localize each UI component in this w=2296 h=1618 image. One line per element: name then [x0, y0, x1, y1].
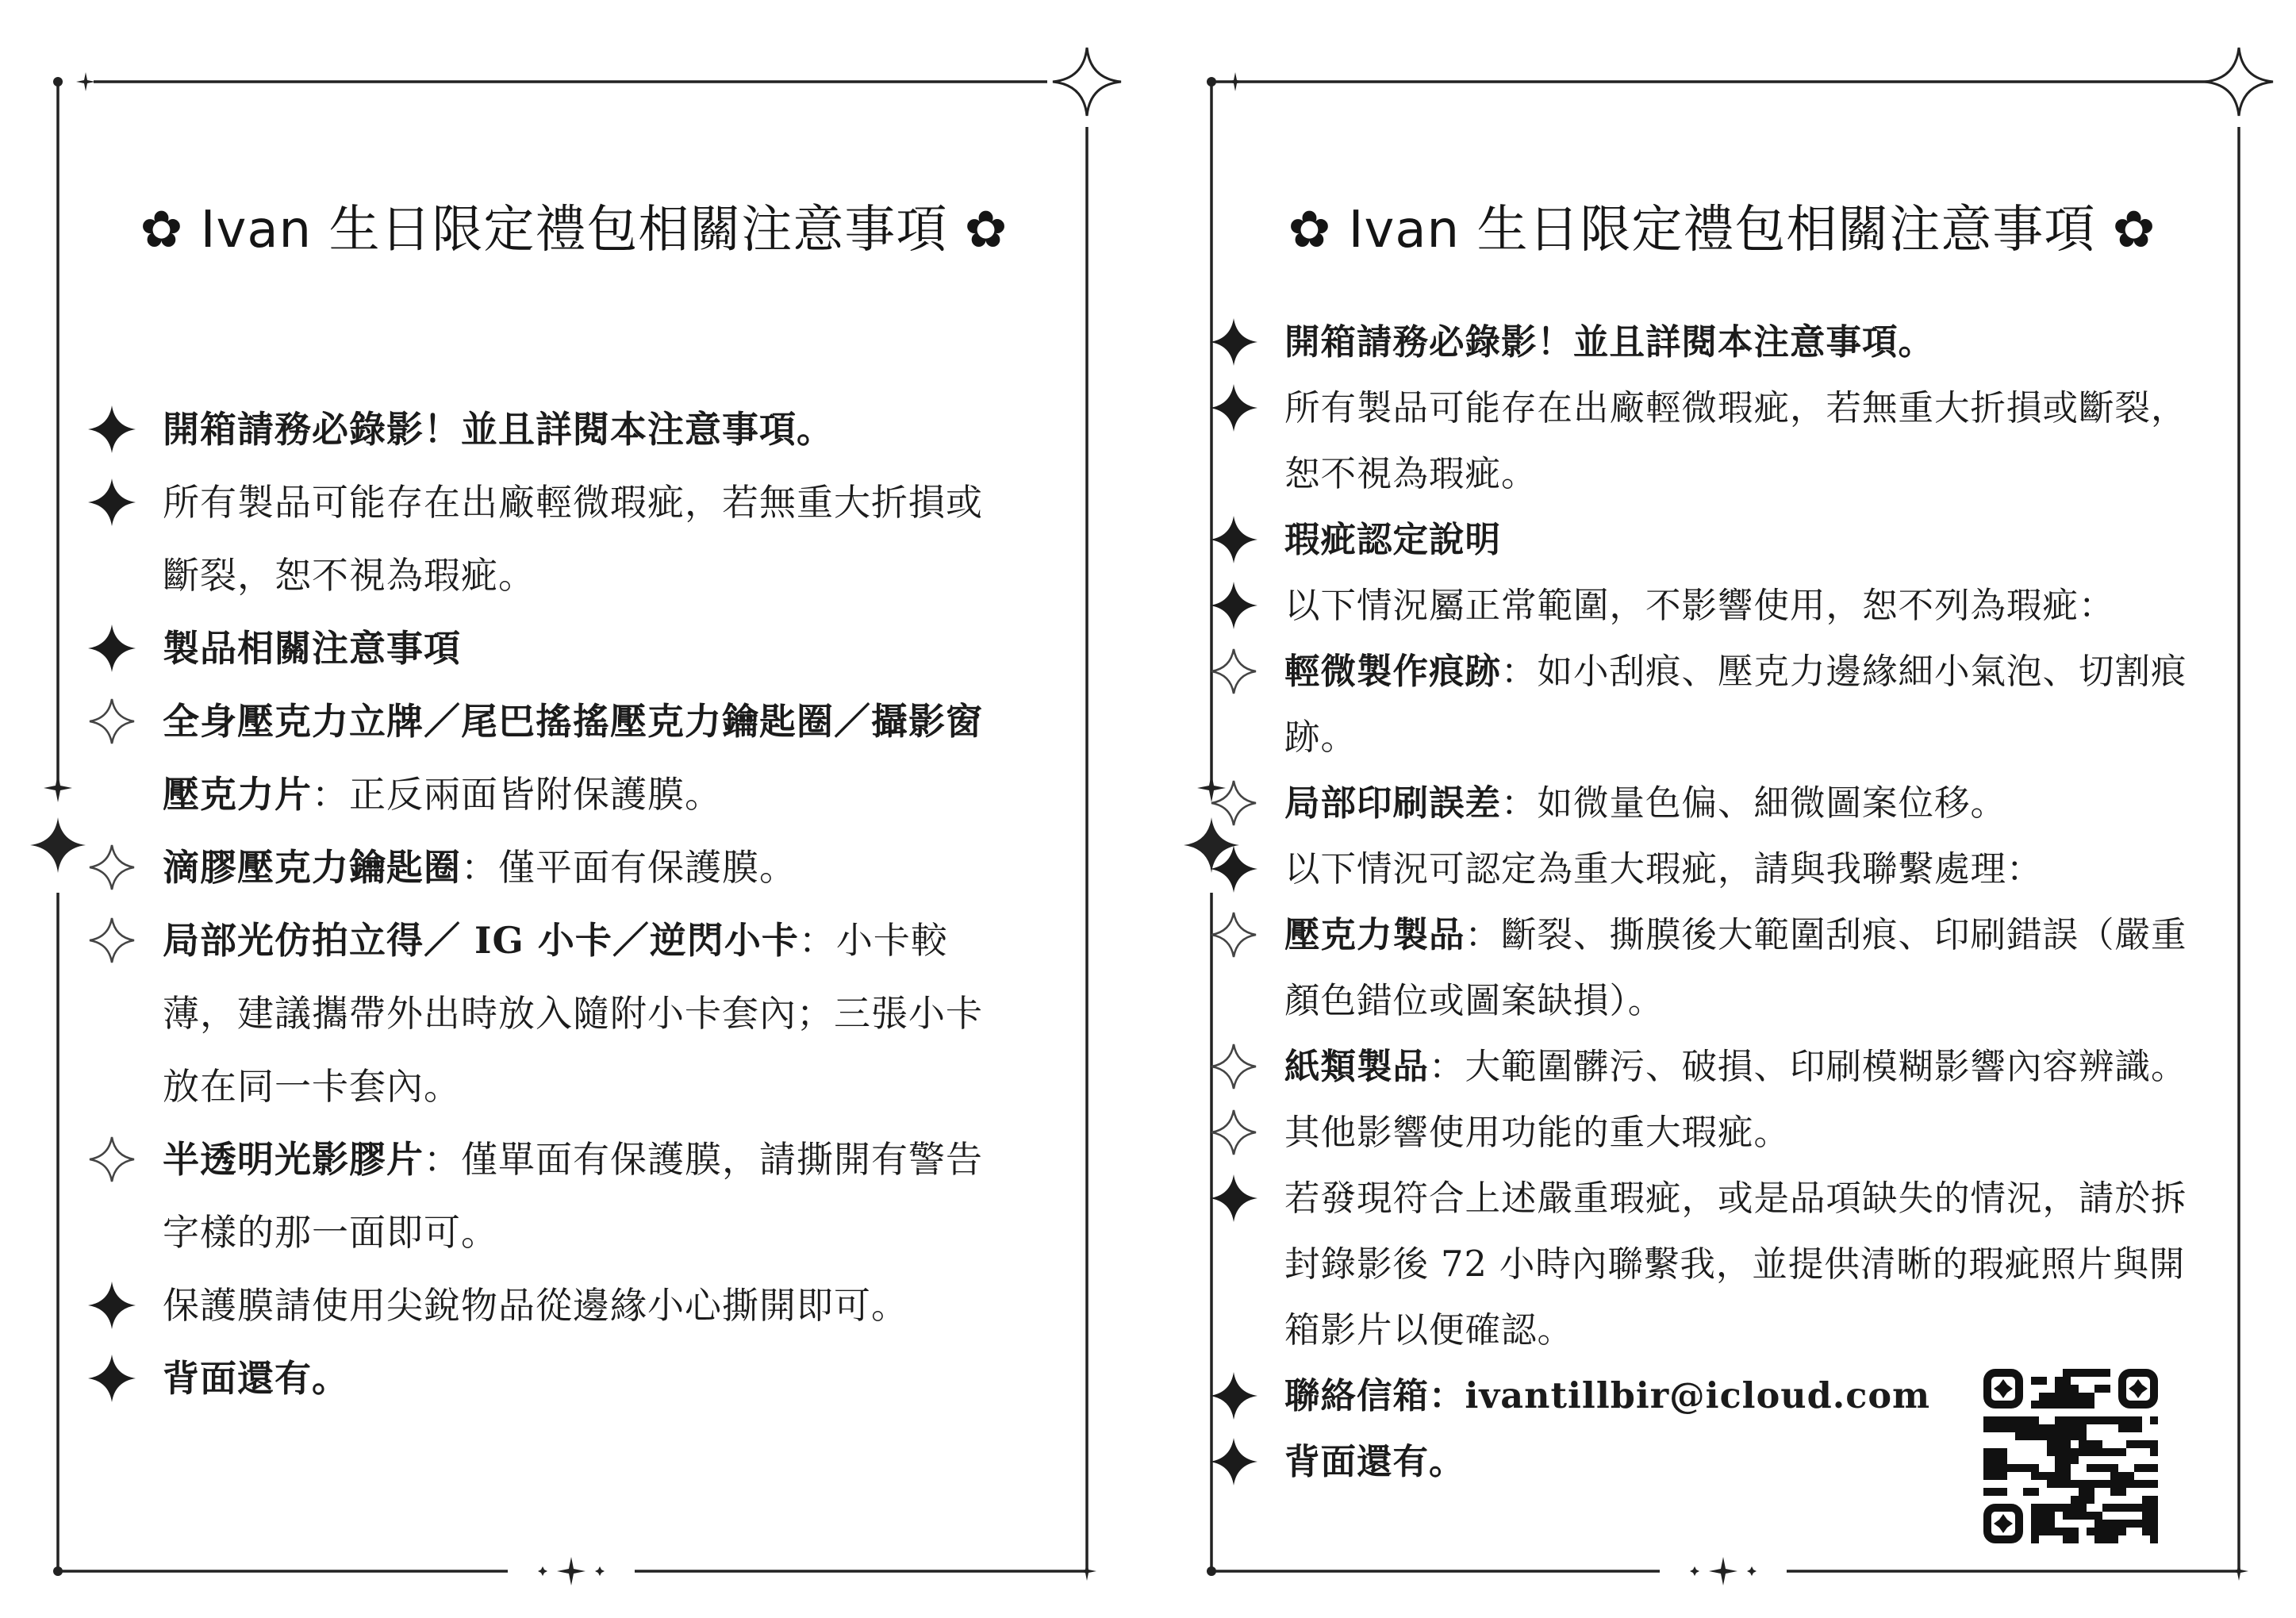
notice-heading: 背面還有。 [163, 1357, 349, 1400]
notice-text [1284, 375, 2197, 507]
notice-text [163, 831, 797, 904]
notice-item [163, 685, 988, 831]
notice-text [1284, 836, 2043, 902]
notice-item [1284, 771, 2197, 836]
notice-body: ：僅平面有保護膜。 [461, 846, 797, 889]
notice-heading: 紙類製品 [1284, 1046, 1430, 1087]
notice-body: ：小卡較薄，建議攜帶外出時放入隨附小卡套內；三張小卡放在同一卡套內。 [163, 919, 983, 1108]
notice-item [163, 1269, 988, 1342]
notice-item [1284, 836, 2197, 902]
notice-item [1284, 573, 2197, 639]
notice-item [163, 612, 988, 685]
notice-body: ：正反兩面皆附保護膜。 [312, 773, 722, 816]
notice-heading: 製品相關注意事項 [163, 627, 461, 670]
notice-text [163, 393, 834, 466]
notice-body: 所有製品可能存在出廠輕微瑕疵，若無重大折損或斷裂，恕不視為瑕疵。 [163, 481, 983, 597]
notice-text [1284, 1166, 2197, 1363]
qr-code-icon [1983, 1369, 2158, 1543]
notice-heading: 壓克力製品 [1284, 914, 1465, 955]
notice-text [1284, 1363, 1930, 1429]
notice-item [1284, 375, 2197, 507]
notice-text [1284, 1429, 1465, 1495]
notice-item [163, 393, 988, 466]
notice-list [1284, 309, 2197, 1495]
notice-item [1284, 639, 2197, 771]
solid-star-icon [1205, 379, 1262, 436]
solid-star-icon [1205, 313, 1262, 371]
solid-star-icon [1205, 577, 1262, 634]
notice-heading: 聯絡信箱：ivantillbir@icloud.com [1284, 1375, 1931, 1416]
solid-star-icon [83, 474, 140, 531]
notice-item [163, 831, 988, 904]
solid-star-icon [1205, 840, 1262, 897]
notice-body: ：如小刮痕、壓克力邊緣細小氣泡、切割痕跡。 [1284, 651, 2187, 758]
notice-text [1284, 771, 2006, 836]
notice-text [163, 1269, 908, 1342]
notice-item [1284, 309, 2197, 375]
notice-text [1284, 309, 1934, 375]
notice-item [1284, 1166, 2197, 1363]
notice-list [163, 393, 988, 1415]
notice-heading: 瑕疵認定說明 [1284, 519, 1502, 560]
page-title [1211, 189, 2233, 262]
notice-body: ：僅單面有保護膜，請撕開有警告字樣的那一面即可。 [163, 1138, 983, 1254]
notice-body: ：大範圍髒污、破損、印刷模糊影響內容辨識。 [1429, 1047, 2187, 1087]
notice-heading: 背面還有。 [1284, 1441, 1465, 1482]
outline-star-icon [1205, 906, 1262, 963]
outline-star-icon [83, 912, 140, 969]
solid-star-icon [83, 620, 140, 677]
page-title [63, 189, 1085, 262]
notice-text [163, 1342, 349, 1415]
outline-star-icon [83, 839, 140, 896]
notice-body: 以下情況屬正常範圍，不影響使用，恕不列為瑕疵： [1284, 586, 2115, 626]
notice-text [1284, 639, 2197, 771]
notice-body: 所有製品可能存在出廠輕微瑕疵，若無重大折損或斷裂，恕不視為瑕疵。 [1284, 388, 2187, 494]
notice-heading: 半透明光影膠片 [163, 1138, 424, 1181]
notice-body: ：如微量色偏、細微圖案位移。 [1501, 783, 2007, 824]
notice-item [1284, 507, 2197, 573]
notice-text [1284, 573, 2115, 639]
notice-item [1284, 1100, 2197, 1166]
notice-body: 以下情況可認定為重大瑕疵，請與我聯繫處理： [1284, 849, 2043, 890]
flower-icon: ✿ [1288, 201, 1332, 259]
outline-star-icon [1205, 1104, 1262, 1161]
outline-star-icon [1205, 774, 1262, 832]
notice-text [1284, 507, 1501, 573]
solid-star-icon [83, 401, 140, 458]
outline-star-icon [83, 1131, 140, 1188]
notice-body: ：斷裂、撕膜後大範圍刮痕、印刷錯誤（嚴重顏色錯位或圖案缺損）。 [1284, 915, 2187, 1021]
notice-body: 保護膜請使用尖銳物品從邊緣小心撕開即可。 [163, 1284, 908, 1327]
notice-text [163, 685, 988, 831]
notice-item [163, 466, 988, 612]
page-title-text: Ivan 生日限定禮包相關注意事項 [1348, 201, 2096, 259]
outline-star-icon [1205, 643, 1262, 700]
notice-heading: 全身壓克力立牌／尾巴搖搖壓克力鑰匙圈／攝影窗壓克力片 [163, 700, 983, 816]
notice-item [163, 1342, 988, 1415]
notice-body: 其他影響使用功能的重大瑕疵。 [1284, 1113, 1791, 1153]
notice-text [1284, 1100, 1790, 1166]
flower-icon: ✿ [964, 201, 1008, 259]
flower-icon: ✿ [2112, 201, 2156, 259]
notice-text [163, 466, 988, 612]
solid-star-icon [1205, 511, 1262, 568]
notice-text [163, 904, 988, 1123]
notice-heading: 局部印刷誤差 [1284, 782, 1502, 824]
notice-body: 若發現符合上述嚴重瑕疵，或是品項缺失的情況，請於拆封錄影後 72 小時內聯繫我，並提供清晰的瑕疵照片與開箱影片以便確認。 [1284, 1178, 2187, 1351]
flower-icon: ✿ [140, 201, 184, 259]
solid-star-icon [1205, 1433, 1262, 1490]
notice-item [1284, 1034, 2197, 1100]
notice-heading: 滴膠壓克力鑰匙圈 [163, 846, 461, 889]
solid-star-icon [83, 1277, 140, 1334]
notice-item [1284, 902, 2197, 1034]
notice-heading: 輕微製作痕跡 [1284, 651, 1502, 692]
notice-text [163, 612, 461, 685]
solid-star-icon [1205, 1367, 1262, 1424]
page-title-text: Ivan 生日限定禮包相關注意事項 [200, 201, 948, 259]
notice-text [1284, 1034, 2187, 1100]
notice-item [163, 1123, 988, 1269]
notice-item [163, 904, 988, 1123]
notice-text [163, 1123, 988, 1269]
outline-star-icon [1205, 1038, 1262, 1095]
notice-heading: 開箱請務必錄影！並且詳閱本注意事項。 [163, 408, 834, 451]
solid-star-icon [1205, 1170, 1262, 1227]
notice-text [1284, 902, 2197, 1034]
outline-star-icon [83, 693, 140, 750]
solid-star-icon [83, 1350, 140, 1407]
notice-heading: 開箱請務必錄影！並且詳閱本注意事項。 [1284, 321, 1935, 363]
notice-heading: 局部光仿拍立得／ IG 小卡／逆閃小卡 [163, 919, 799, 962]
